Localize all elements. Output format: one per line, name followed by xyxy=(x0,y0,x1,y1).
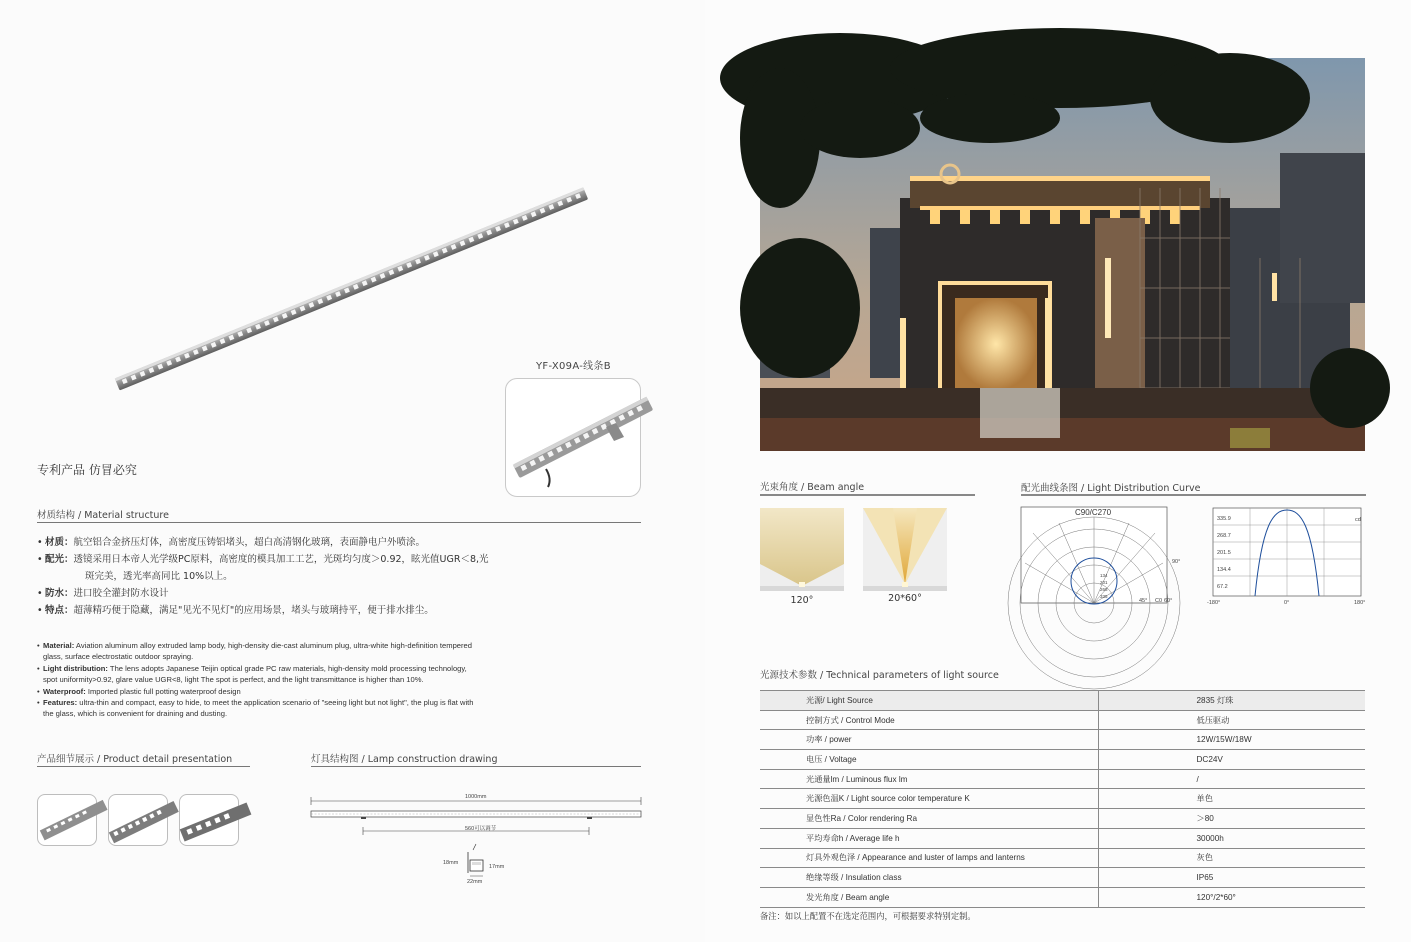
polar-angle-60: 60° xyxy=(1164,598,1173,604)
feature-cn-item: • 防水：进口胶全灌封防水设计 xyxy=(37,585,647,602)
param-name: 光源/ Light Source xyxy=(760,691,1098,711)
param-row xyxy=(760,828,1365,848)
product-detail-title: 产品细节展示 / Product detail presentation xyxy=(37,754,233,765)
param-row xyxy=(760,691,1365,711)
beam-angle-title: 光束角度 / Beam angle xyxy=(760,482,865,493)
param-name: 平均寿命h / Average life h xyxy=(760,828,1098,848)
param-value: 2835 灯珠 xyxy=(1098,691,1365,711)
param-value: 灰色 xyxy=(1098,848,1365,868)
param-value: ＞80 xyxy=(1098,809,1365,829)
param-value: 120°/2*60° xyxy=(1098,887,1365,907)
polar-angle-c0: C0 xyxy=(1155,598,1163,604)
polar-ring-label: 268 xyxy=(1100,587,1108,592)
polar-ring-label: 335 xyxy=(1100,594,1108,599)
detail-thumbnail xyxy=(108,794,168,846)
mount-spacing-label: 560可以调节 xyxy=(465,826,497,832)
y-tick: 134.4 xyxy=(1217,567,1231,573)
feature-cn-item: • 特点：超薄精巧便于隐藏，满足"见光不见灯"的应用场景，堵头与玻璃持平，便于排水排尘。 xyxy=(37,602,647,619)
param-name: 绝缘等级 / Insulation class xyxy=(760,868,1098,888)
param-name: 控制方式 / Control Mode xyxy=(760,710,1098,730)
param-row xyxy=(760,710,1365,730)
param-name: 显色性Ra / Color rendering Ra xyxy=(760,809,1098,829)
detail-thumbnail xyxy=(179,794,239,846)
param-name: 灯具外观色泽 / Appearance and luster of lamps and lanterns xyxy=(760,848,1098,868)
y-tick: 335.9 xyxy=(1217,516,1231,522)
params-table xyxy=(760,690,1365,908)
footnote: 备注：如以上配置不在选定范围内，可根据要求特别定制。 xyxy=(760,911,976,921)
param-value: DC24V xyxy=(1098,750,1365,770)
intensity-curve-chart xyxy=(1207,505,1372,608)
feature-en-item: • Material: Aviation aluminum alloy extruded lamp body, high-density die-cast aluminum plug, ultra-white high-definition tempered glass, surface electrostatic outdoor spraying. xyxy=(37,640,547,663)
param-name: 光源色温K / Light source color temperature K xyxy=(760,789,1098,809)
model-name: YF-X09A-线条B xyxy=(536,361,611,372)
light-distribution-title: 配光曲线条图 / Light Distribution Curve xyxy=(1021,483,1201,494)
material-divider xyxy=(37,522,641,523)
polar-angle-90: 90° xyxy=(1172,559,1181,565)
detail-divider xyxy=(37,766,250,767)
width-label: 22mm xyxy=(467,879,483,885)
param-value: 单色 xyxy=(1098,789,1365,809)
polar-plane-label: C90/C270 xyxy=(1075,508,1112,517)
polar-distribution-chart xyxy=(1019,505,1179,608)
curve-divider xyxy=(1021,494,1366,496)
param-row xyxy=(760,789,1365,809)
param-name: 功率 / power xyxy=(760,730,1098,750)
material-structure-title: 材质结构 / Material structure xyxy=(37,510,169,521)
beam-20x60-label: 20*60° xyxy=(888,593,922,604)
x-tick: 180° xyxy=(1354,600,1366,606)
beam-120-label: 120° xyxy=(790,595,814,606)
left-page xyxy=(0,0,705,942)
features-cn-list xyxy=(37,534,647,619)
detail-thumbnail xyxy=(37,794,97,846)
depth-label: 17mm xyxy=(489,864,505,870)
param-name: 发光角度 / Beam angle xyxy=(760,887,1098,907)
polar-ring-label: 201 xyxy=(1100,580,1108,585)
feature-cn-item: • 配光：透镜采用日本帝人光学级PC原料，高密度的模具加工工艺，光斑均匀度＞0.92，眩光值UGR＜8,光 斑完美，透光率高同比 10%以上。 xyxy=(37,551,647,585)
param-name: 光通量lm / Luminous flux lm xyxy=(760,769,1098,789)
intensity-unit: cd xyxy=(1355,517,1361,523)
feature-en-item: • Waterproof: Imported plastic full potting waterproof design xyxy=(37,686,547,697)
param-row xyxy=(760,887,1365,907)
total-length-label: 1000mm xyxy=(465,794,487,800)
patent-notice: 专利产品 仿冒必究 xyxy=(37,463,137,477)
param-row xyxy=(760,848,1365,868)
drawing-divider xyxy=(311,766,641,767)
y-tick: 268.7 xyxy=(1217,533,1231,539)
polar-angle-45: 45° xyxy=(1139,598,1148,604)
param-row xyxy=(760,730,1365,750)
param-row xyxy=(760,769,1365,789)
feature-en-item: • Features: ultra-thin and compact, easy to hide, to meet the application scenario of "seeing light but not light", the plug is flat with the glass, which is convenient for draining and dusting. xyxy=(37,697,547,720)
beam-20x60-image xyxy=(863,508,947,591)
y-tick: 67.2 xyxy=(1217,584,1228,590)
lamp-drawing-title: 灯具结构图 / Lamp construction drawing xyxy=(311,754,498,765)
param-value: IP65 xyxy=(1098,868,1365,888)
x-tick: 0° xyxy=(1284,600,1290,606)
product-closeup-image xyxy=(505,378,641,497)
construction-drawing xyxy=(305,788,650,888)
params-title: 光源技术参数 / Technical parameters of light source xyxy=(760,670,999,681)
param-value: / xyxy=(1098,769,1365,789)
beam-120-image xyxy=(760,508,844,591)
param-value: 12W/15W/18W xyxy=(1098,730,1365,750)
param-row xyxy=(760,809,1365,829)
param-row xyxy=(760,750,1365,770)
param-row xyxy=(760,868,1365,888)
feature-en-item: • Light distribution: The lens adopts Japanese Teijin optical grade PC raw materials, high-density mold processing technology, spot uniformity>0.92, glare value UGR<8, light The spot is perfect, and the light transmittance is higher than 10%. xyxy=(37,663,547,686)
height-label: 18mm xyxy=(443,860,459,866)
param-value: 低压驱动 xyxy=(1098,710,1365,730)
building-night-photo xyxy=(760,58,1365,451)
x-tick: -180° xyxy=(1207,600,1221,606)
feature-cn-item: • 材质：航空铝合金挤压灯体，高密度压铸铝堵头，超白高清钢化玻璃，表面静电户外喷涂。 xyxy=(37,534,647,551)
param-value: 30000h xyxy=(1098,828,1365,848)
features-en-list xyxy=(37,640,547,720)
beam-divider xyxy=(760,494,975,496)
y-tick: 201.5 xyxy=(1217,550,1231,556)
product-linear-light-image xyxy=(105,198,590,398)
param-name: 电压 / Voltage xyxy=(760,750,1098,770)
right-page xyxy=(705,0,1411,942)
polar-ring-label: 134 xyxy=(1100,573,1108,578)
